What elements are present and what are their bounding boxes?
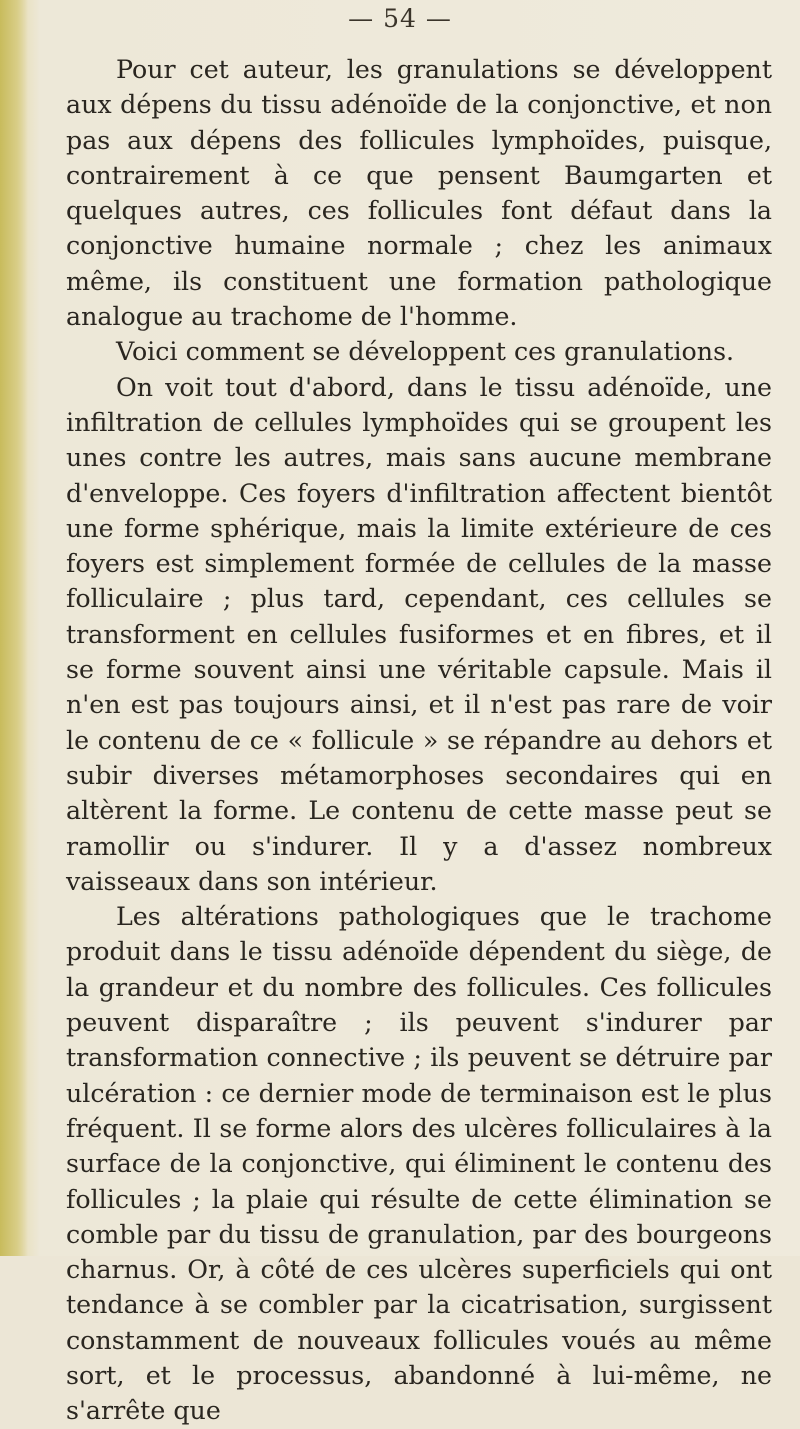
paragraph-1: Pour cet auteur, les granulations se développent aux dépens du tissu adénoïde de la conjonctive, et non pas aux dépens des follicules lymphoïdes, puisque, contrairement à ce que pensent Baumgarten et quelques autres, ces follicules font défaut dans la conjonctive humaine normale ; chez les animaux même, ils constituent une formation pathologique analogue au trachome de l'homme. xyxy=(66,55,772,332)
paragraph-4: Les altérations pathologiques que le trachome produit dans le tissu adénoïde dépendent du siège, de la grandeur et du nombre des follicules. Ces follicules peuvent disparaître ; ils peuvent s'indurer par transformation connective ; ils peuvent se détruire par ulcération : ce dernier mode de terminaison est le plus fréquent. Il se forme alors des ulcères folliculaires à la surface de la conjonctive, qui éliminent le contenu des follicules ; la plaie qui résulte de cette élimination se comble par du tissu de granulation, par des bourgeons charnus. Or, à côté de ces ulcères superficiels qui ont tendance à se combler par la cicatrisation, surgissent constamment de nouveaux follicules voués au même sort, et le processus, abandonné à lui-même, ne s'arrête que xyxy=(66,902,772,1426)
paragraph-2: Voici comment se développent ces granulations. xyxy=(116,337,735,367)
page-body xyxy=(66,52,772,1429)
paragraph-3: On voit tout d'abord, dans le tissu adénoïde, une infiltration de cellules lymphoïdes qui se groupent les unes contre les autres, mais sans aucune membrane d'enveloppe. Ces foyers d'infiltration affectent bientôt une forme sphérique, mais la limite extérieure de ces foyers est simplement formée de cellules de la masse folliculaire ; plus tard, cependant, ces cellules se transforment en cellules fusiformes et en fibres, et il se forme souvent ainsi une véritable capsule. Mais il n'en est pas toujours ainsi, et il n'est pas rare de voir le contenu de ce « follicule » se répandre au dehors et subir diverses métamorphoses secondaires qui en altèrent la forme. Le contenu de cette masse peut se ramollir ou s'indurer. Il y a d'assez nombreux vaisseaux dans son intérieur. xyxy=(66,372,772,896)
page-binding-edge xyxy=(0,0,28,1256)
page-number: — 54 — xyxy=(348,4,452,33)
